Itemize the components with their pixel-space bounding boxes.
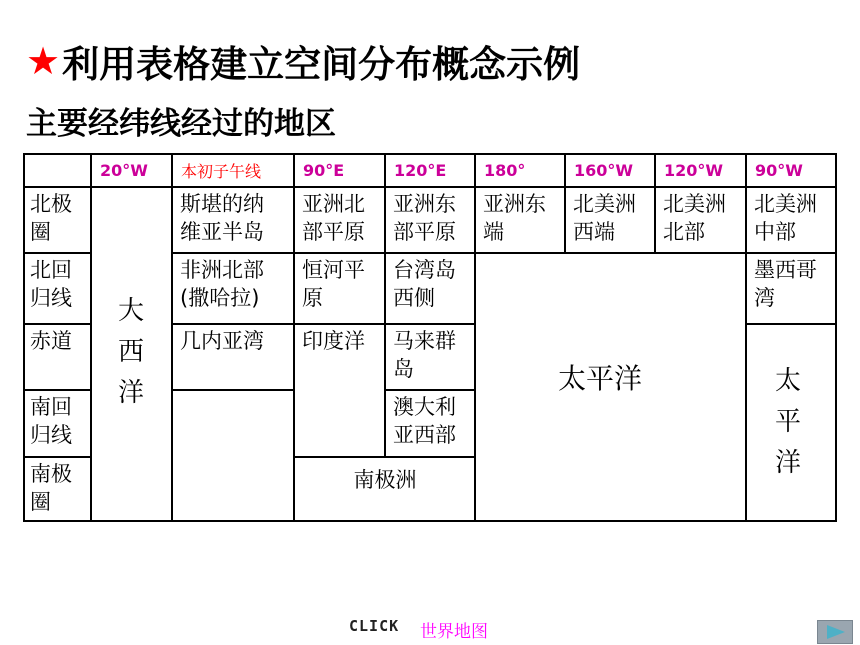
- slide-subtitle: 主要经纬线经过的地区: [26, 106, 336, 142]
- header-90e: 90°E: [303, 160, 345, 180]
- cell-capricorn-120e: 澳大利 亚西部: [393, 395, 456, 447]
- row-label-antarctic-circle: 南极 圈: [30, 462, 72, 514]
- header-90w: 90°W: [755, 160, 803, 180]
- header-160w: 160°W: [574, 160, 634, 180]
- cell-cancer-120e: 台湾岛 西侧: [393, 258, 456, 310]
- header-prime-meridian: 本初子午线: [181, 161, 262, 181]
- header-20w: 20°W: [100, 160, 148, 180]
- world-map-link[interactable]: 世界地图: [420, 622, 488, 642]
- row-label-tropic-of-cancer: 北回 归线: [30, 258, 72, 310]
- cell-arctic-160w: 北美洲 西端: [573, 192, 636, 244]
- header-180: 180°: [484, 160, 526, 180]
- pacific-ocean-vertical-cell: 太 平 洋: [774, 366, 801, 478]
- star-icon: ★: [26, 39, 61, 83]
- pacific-ocean-cell: 太平洋: [558, 362, 643, 395]
- cell-cancer-90w: 墨西哥 湾: [754, 258, 817, 310]
- latitude-longitude-table: [23, 153, 837, 522]
- cell-cancer-prime: 非洲北部 (撒哈拉): [180, 258, 264, 310]
- cell-arctic-120e: 亚洲东 部平原: [393, 192, 456, 244]
- cell-equator-prime: 几内亚湾: [180, 329, 264, 353]
- cell-arctic-90e: 亚洲北 部平原: [302, 192, 365, 244]
- row-label-tropic-of-capricorn: 南回 归线: [30, 395, 72, 447]
- cell-arctic-prime: 斯堪的纳 维亚半岛: [180, 192, 264, 244]
- cell-arctic-120w: 北美洲 北部: [663, 192, 726, 244]
- atlantic-ocean-cell: 大 西 洋: [117, 296, 144, 408]
- next-slide-button[interactable]: [817, 620, 853, 644]
- header-120e: 120°E: [394, 160, 447, 180]
- title-text: 利用表格建立空间分布概念示例: [62, 43, 581, 86]
- cell-cancer-90e: 恒河平 原: [302, 258, 365, 310]
- slide-title: [26, 36, 580, 86]
- header-120w: 120°W: [664, 160, 724, 180]
- cell-arctic-180: 亚洲东 端: [483, 192, 546, 244]
- row-label-arctic-circle: 北极 圈: [30, 192, 72, 244]
- cell-equator-120e: 马来群 岛: [393, 329, 456, 381]
- click-label: CLICK: [349, 617, 400, 635]
- cell-equator-90e: 印度洋: [302, 329, 365, 353]
- row-label-equator: 赤道: [30, 329, 72, 353]
- next-arrow-icon: [827, 625, 845, 639]
- cell-arctic-90w: 北美洲 中部: [754, 192, 817, 244]
- cell-antarctica: 南极洲: [353, 468, 417, 492]
